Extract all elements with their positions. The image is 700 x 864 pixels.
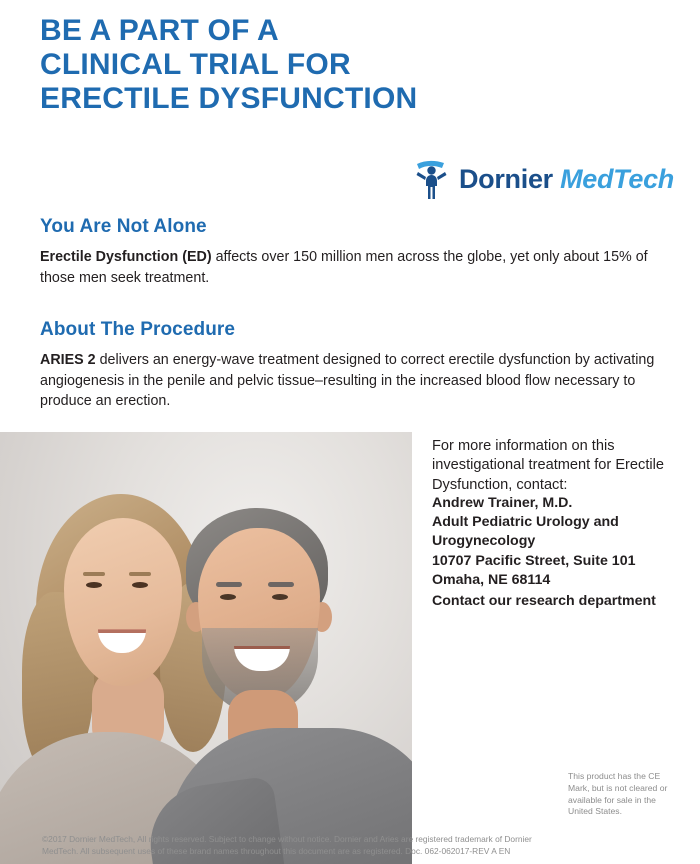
headline-line-3: ERECTILE DYSFUNCTION [40,81,418,115]
footer-legal [42,834,662,858]
contact-details [432,494,677,590]
man-eye-left [220,594,236,600]
page-title [40,14,660,116]
headline-line-1: BE A PART OF A [40,14,279,47]
not-alone-body: affects over 150 million men across the globe, yet only about 15% of those men seek treatment. [40,249,648,286]
contact-address-line-2: Omaha, NE 68114 [432,571,551,588]
logo-word-dornier: Dornier [458,163,553,194]
smiling-middle-aged-couple-photo [0,432,412,864]
dornier-medtech-logo [411,155,674,203]
procedure-body: delivers an energy-wave treatment designed to correct erectile dysfunction by activating angiogenesis in the penile and pelvic tissue–resulting in the increased blood flow necessary to produce an erection. [40,352,655,410]
footer-line-2: MedTech. All subsequent uses of these brand names throughout this document are as registered. Doc. 062-062017-REV A EN [42,846,511,857]
contact-doctor-name: Andrew Trainer, M.D. [432,495,573,511]
woman-brow-right [129,572,151,576]
dornier-figure-icon [411,157,451,201]
section-heading-procedure: About The Procedure [40,319,236,340]
contact-cta: Contact our research department [432,593,656,609]
man-eye-right [272,594,288,600]
headline-line-2: CLINICAL TRIAL FOR [40,47,351,81]
contact-intro-text: For more information on this investigational treatment for Erectile Dysfunction, contact: [432,438,664,493]
man-brow-left [216,582,242,587]
section-heading-not-alone: You Are Not Alone [40,216,207,237]
contact-practice-line-1: Adult Pediatric Urology and [432,514,619,531]
not-alone-lead: Erectile Dysfunction (ED) [40,249,212,265]
footer-line-1: ©2017 Dornier MedTech, All rights reserved. Subject to change without notice. Dornier and Aries are registered trademark of Dornier [42,834,532,845]
woman-eye-left [86,582,102,588]
contact-practice-line-2: Urogynecology [432,533,536,550]
logo-word-medtech: MedTech [560,163,674,194]
procedure-lead: ARIES 2 [40,352,96,368]
woman-brow-left [83,572,105,576]
woman-eye-right [132,582,148,588]
section-body-procedure [40,350,665,412]
logo-wordmark [459,164,674,195]
section-body-not-alone [40,247,665,288]
contact-address-line-1: 10707 Pacific Street, Suite 101 [432,552,636,569]
man-brow-right [268,582,294,587]
ce-mark-note: This product has the CE Mark, but is not cleared or available for sale in the United States. [568,771,668,817]
